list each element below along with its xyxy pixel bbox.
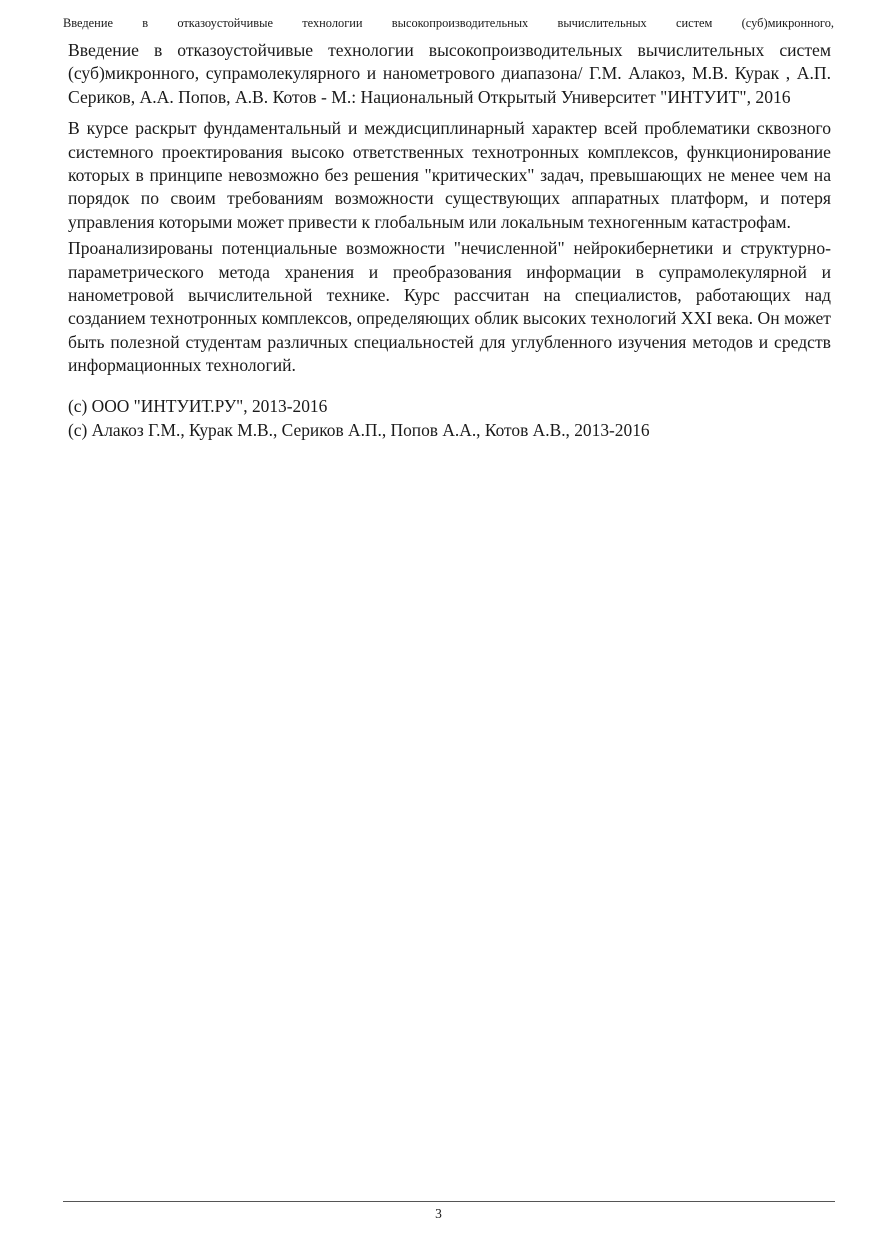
abstract-paragraph-1: В курсе раскрыт фундаментальный и междисциплинарный характер всей проблематики сквозного системного проектирования высоко ответственных технотронных комплексов, функционирование которых в принципе невозможно без решения "критических" задач, превышающих не менее чем на порядок по своим требованиям возможности существующих аппаратных платформ, и потеря управления которыми может привести к глобальным или локальным техногенным катастрофам. <box>68 118 831 232</box>
copyright-block <box>68 394 831 442</box>
bibliographic-citation: Введение в отказоустойчивые технологии высокопроизводительных вычислительных систем (суб)микронного, супрамолекулярного и нанометрового диапазона/ Г.М. Алакоз, М.В. Курак , А.П. Сериков, А.А. Попов, А.В. Котов - М.: Национальный Открытый Университет "ИНТУИТ", 2016 <box>68 40 831 107</box>
footer-divider <box>63 1201 835 1202</box>
page-number: 3 <box>435 1206 442 1221</box>
running-header: Введение в отказоустойчивые технологии высокопроизводительных вычислительных систем (суб)микронного, <box>63 16 834 30</box>
document-body <box>68 39 831 442</box>
copyright-line-authors: (c) Алакоз Г.М., Курак М.В., Сериков А.П., Попов А.А., Котов А.В., 2013-2016 <box>68 419 650 440</box>
abstract-paragraph-2: Проанализированы потенциальные возможности "нечисленной" нейрокибернетики и структурно-параметрического метода хранения и преобразования информации в супрамолекулярной и нанометровой вычислительной технике. Курс рассчитан на специалистов, работающих над созданием технотронных комплексов, определяющих облик высоких технологий XXI века. Он может быть полезной студентам различных специальностей для углубленного изучения методов и средств информационных технологий. <box>68 238 831 376</box>
copyright-line-publisher: (c) ООО "ИНТУИТ.РУ", 2013-2016 <box>68 395 328 416</box>
